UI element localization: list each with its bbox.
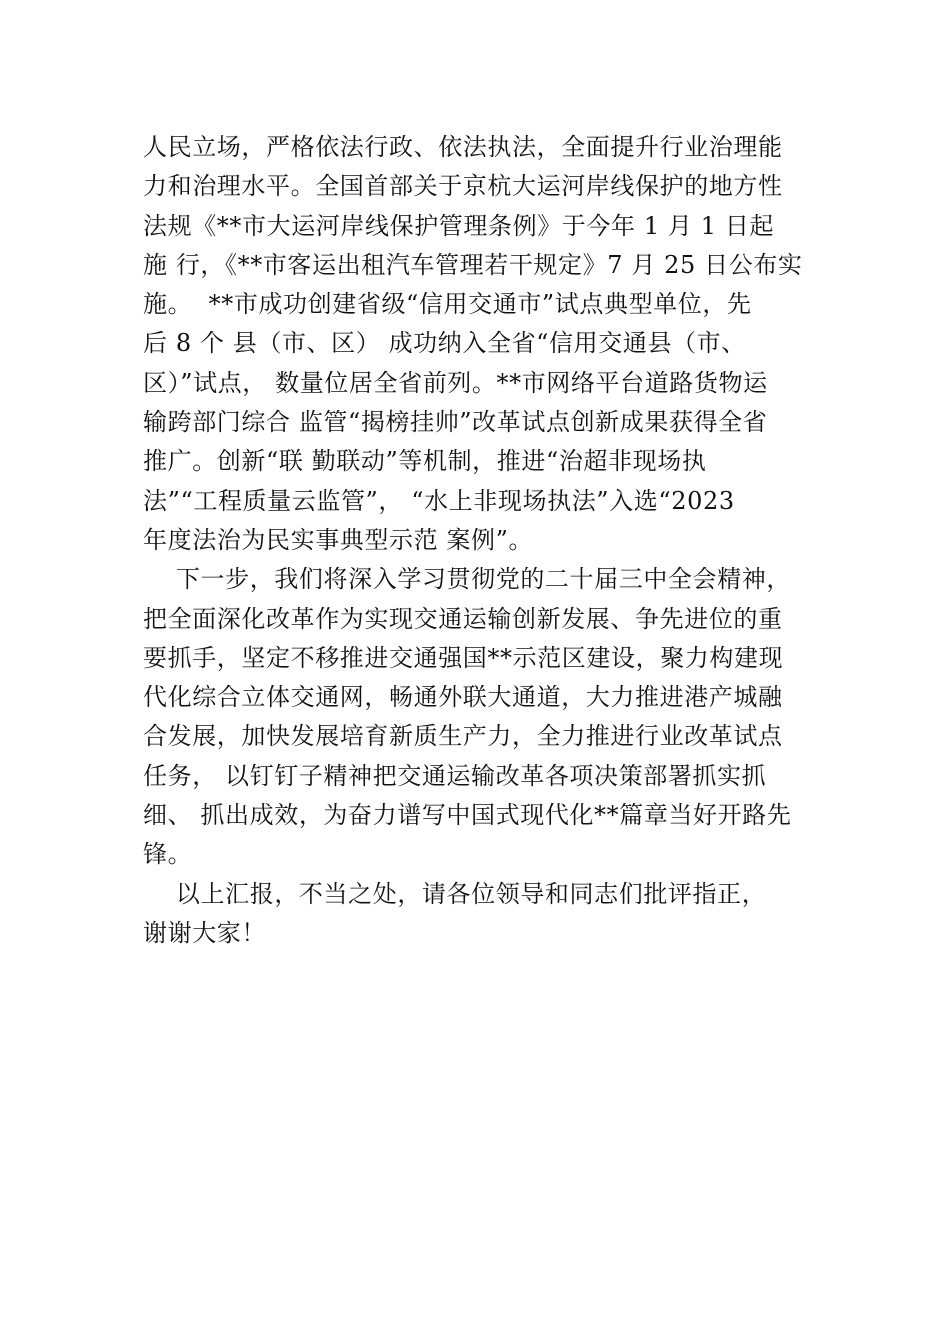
paragraph-line: 细、 抓出成效，为奋力谱写中国式现代化**篇章当好开路先 [143,801,792,830]
paragraph-line: 区）”试点， 数量位居全省前列。**市网络平台道路货物运 [143,368,768,397]
paragraph-line: 代化综合立体交通网，畅通外联大通道，大力推进港产城融 [143,683,783,712]
paragraph-line: 合发展，加快发展培育新质生产力，全力推进行业改革试点 [143,722,783,751]
paragraph-line: 推广。创新“联 勤联动”等机制，推进“治超非现场执 [143,447,707,476]
paragraph-line: 以上汇报，不当之处，请各位领导和同志们批评指正， [143,879,767,908]
paragraph-line: 法”“工程质量云监管”， “水上非现场执法”入选“2023 [143,486,735,515]
document-body [143,128,843,953]
paragraph-line: 施 行，《**市客运出租汽车管理若干规定》7 月 25 日公布实 [143,250,803,279]
paragraph-line: 后 8 个 县（市、区） 成功纳入全省“信用交通县（市、 [143,329,746,358]
paragraph-line: 把全面深化改革作为实现交通运输创新发展、争先进位的重 [143,604,783,633]
paragraph-line: 锋。 [143,840,193,869]
paragraph-line: 谢谢大家！ [143,918,266,947]
paragraph-line: 人民立场，严格依法行政、依法执法，全面提升行业治理能 [143,133,783,161]
paragraph-line: 年度法治为民实事典型示范 案例”。 [143,525,534,554]
paragraph-line: 任务， 以钉钉子精神把交通运输改革各项决策部署抓实抓 [143,761,767,790]
paragraph-line: 力和治理水平。全国首部关于京杭大运河岸线保护的地方性 [143,172,783,201]
paragraph-line: 输跨部门综合 监管“揭榜挂帅”改革试点创新成果获得全省 [143,408,768,437]
paragraph-line: 法规《**市大运河岸线保护管理条例》于今年 1 月 1 日起 [143,211,775,240]
paragraph-line: 要抓手，坚定不移推进交通强国**示范区建设，聚力构建现 [143,643,784,672]
paragraph-line: 施。 **市成功创建省级“信用交通市”试点典型单位，先 [143,290,752,319]
paragraph-line: 下一步，我们将深入学习贯彻党的二十届三中全会精神， [143,565,791,594]
